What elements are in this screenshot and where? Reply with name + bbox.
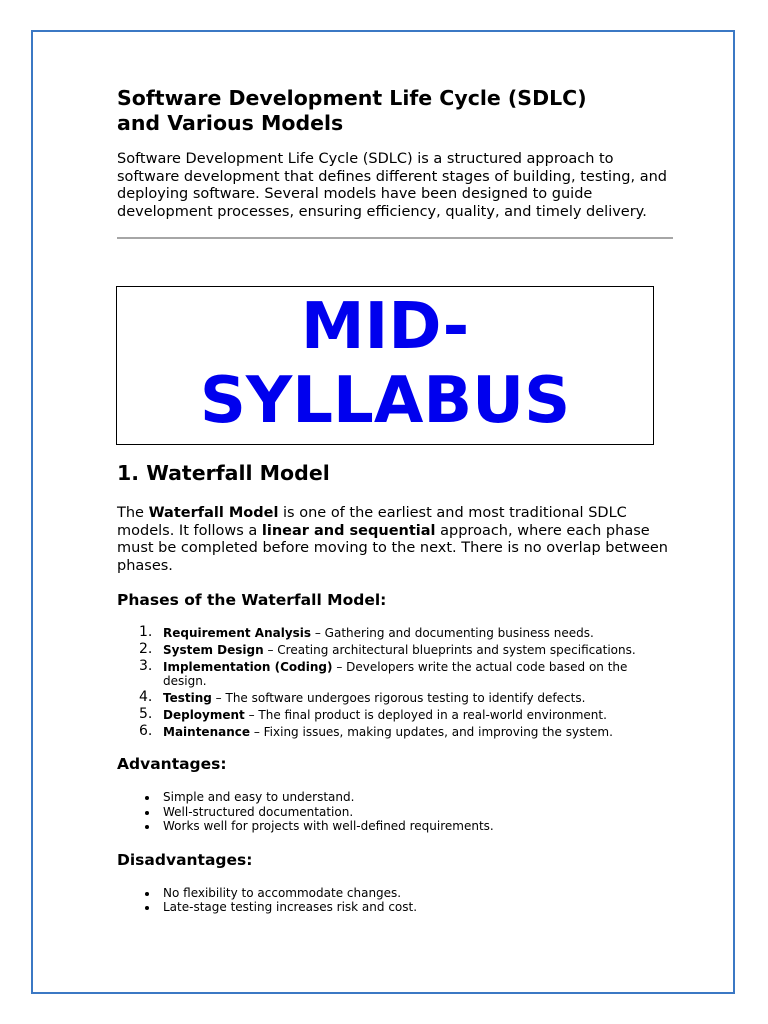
document-title-line1: Software Development Life Cycle (SDLC) [117,86,587,110]
phase-description: – Fixing issues, making updates, and improving the system. [250,725,613,739]
phase-term: Requirement Analysis [163,626,312,640]
waterfall-section [117,461,677,915]
phase-item [139,706,677,722]
intro-paragraph: Software Development Life Cycle (SDLC) is a structured approach to software development that defines different stages of building, testing, and deploying software. Several models have been designed to guide development processes, ensuring efficiency, quality, and timely delivery. [117,151,667,220]
para-bold-waterfall-model: Waterfall Model [148,505,279,521]
phase-number: 4. [139,689,153,705]
advantages-heading: Advantages: [117,755,227,773]
phase-term: System Design [163,643,264,657]
para-text-2: is one of the earliest and most traditional SDLC models. It follows a [117,505,627,539]
para-bold-linear-sequential: linear and sequential [261,522,436,539]
phase-term: Implementation (Coding) [163,660,333,674]
list-item: Works well for projects with well-defined requirements. [163,819,677,834]
disadvantages-heading: Disadvantages: [117,850,253,869]
phase-item [139,624,677,640]
banner-line1: MID- [300,290,470,364]
list-item: Simple and easy to understand. [163,790,677,805]
mid-syllabus-banner [116,286,654,445]
phase-description: – The software undergoes rigorous testing to identify defects. [211,691,586,705]
phase-item [139,689,677,705]
list-item: No flexibility to accommodate changes. [163,886,677,901]
list-item: Late-stage testing increases risk and cost. [163,900,677,915]
waterfall-paragraph [117,505,677,575]
phase-item [139,658,677,688]
phase-term: Maintenance [163,725,251,739]
phase-number: 6. [139,723,153,739]
phases-list [117,626,677,739]
document-content [117,86,677,914]
phase-term: Deployment [163,708,245,722]
waterfall-heading: 1. Waterfall Model [117,461,330,485]
phase-number: 1. [139,624,153,640]
phase-item [139,723,677,739]
disadvantages-list [117,886,677,915]
banner-line2: SYLLABUS [199,364,571,438]
phase-description: – Gathering and documenting business needs. [311,626,594,640]
advantages-list [117,790,677,834]
phase-number: 2. [139,641,153,657]
phase-description: – Creating architectural blueprints and system specifications. [263,643,636,657]
phases-heading: Phases of the Waterfall Model: [117,591,387,609]
phase-description: – The final product is deployed in a real-world environment. [244,708,607,722]
document-title-line2: and Various Models [117,111,344,135]
list-item: Well-structured documentation. [163,805,677,820]
horizontal-divider [117,237,673,239]
phase-term: Testing [163,691,212,705]
phase-number: 3. [139,658,153,674]
phase-description: – Developers write the actual code based on the design. [163,660,628,688]
para-text-3: approach, where each phase must be completed before moving to the next. There is no overlap between phases. [117,522,668,574]
para-text-1: The [117,505,149,521]
document-title [117,86,677,136]
phase-number: 5. [139,706,153,722]
phase-item [139,641,677,657]
